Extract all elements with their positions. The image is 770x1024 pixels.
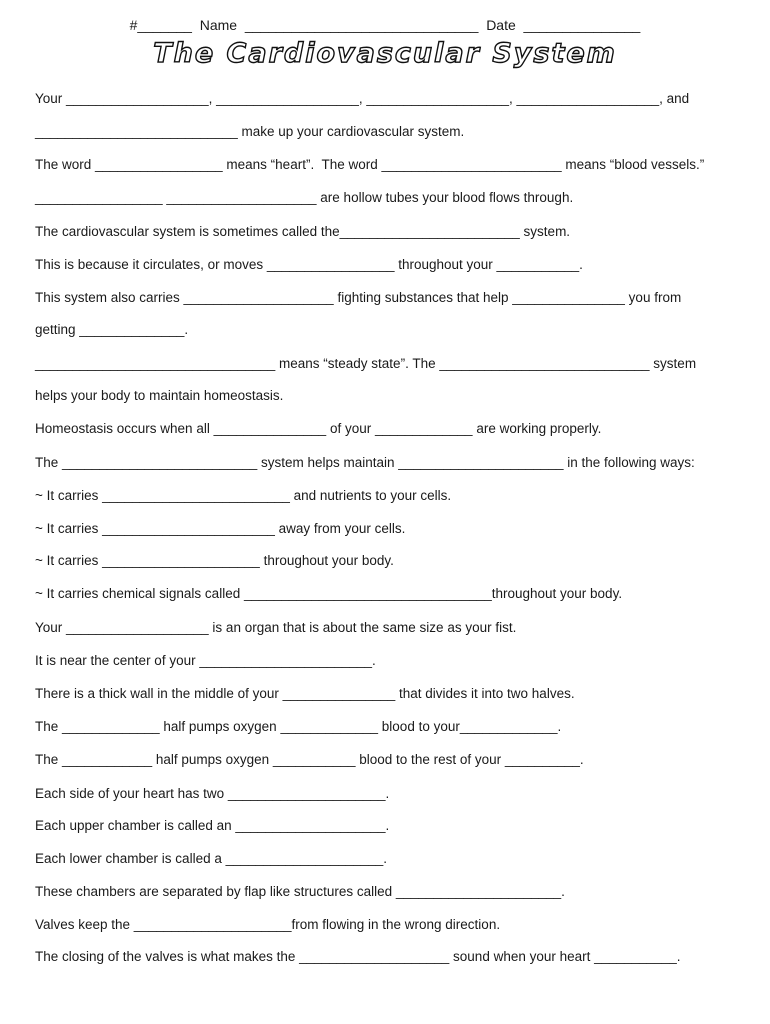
sentence-line: _________________ ____________________ are hollow tubes your blood flows through. xyxy=(35,190,574,205)
sentence-line: The cardiovascular system is sometimes called the________________________ system. xyxy=(35,224,571,239)
sentence-line: ~ It carries chemical signals called _________________________________throughout your body. xyxy=(35,586,623,601)
sentence-line: Homeostasis occurs when all _______________ of your _____________ are working properly. xyxy=(35,421,602,436)
sentence-line: Your ___________________ is an organ that is about the same size as your fist. xyxy=(35,620,517,635)
sentence-line: Each lower chamber is called a _____________________. xyxy=(35,851,388,866)
sentence-line: The __________________________ system helps maintain ______________________ in the following ways: xyxy=(35,455,695,470)
sentence-line: ___________________________ make up your cardiovascular system. xyxy=(35,124,465,139)
sentence-line: ________________________________ means “steady state”. The ____________________________ system xyxy=(35,356,697,371)
sentence-line: helps your body to maintain homeostasis. xyxy=(35,388,284,403)
worksheet-title: The Cardiovascular System xyxy=(153,38,617,69)
sentence-line: ~ It carries _______________________ away from your cells. xyxy=(35,521,406,536)
sentence-line: ~ It carries _____________________ throughout your body. xyxy=(35,553,394,568)
sentence-line: The closing of the valves is what makes the ____________________ sound when your heart ___________. xyxy=(35,949,681,964)
sentence-line: Your ___________________, ___________________, ___________________, ___________________, and xyxy=(35,91,690,106)
sentence-line: This system also carries ____________________ fighting substances that help _______________ you from xyxy=(35,290,682,305)
sentence-line: The ____________ half pumps oxygen ___________ blood to the rest of your __________. xyxy=(35,752,584,767)
sentence-line: ~ It carries _________________________ and nutrients to your cells. xyxy=(35,488,452,503)
sentence-line: These chambers are separated by flap like structures called ______________________. xyxy=(35,884,565,899)
sentence-line: getting ______________. xyxy=(35,322,189,337)
sentence-line: Each upper chamber is called an ____________________. xyxy=(35,818,390,833)
sentence-line: There is a thick wall in the middle of your _______________ that divides it into two halves. xyxy=(35,686,575,701)
sentence-line: This is because it circulates, or moves _________________ throughout your ___________. xyxy=(35,257,583,272)
sentence-line: The word _________________ means “heart”. The word ________________________ means “blood vessels.” xyxy=(35,157,705,172)
sentence-line: The _____________ half pumps oxygen _____________ blood to your_____________. xyxy=(35,719,562,734)
sentence-line: Valves keep the _____________________from flowing in the wrong direction. xyxy=(35,917,501,932)
sentence-line: Each side of your heart has two _____________________. xyxy=(35,786,390,801)
sentence-line: It is near the center of your _______________________. xyxy=(35,653,376,668)
name-date-header: #_______ Name ______________________________ Date _______________ xyxy=(129,17,641,33)
